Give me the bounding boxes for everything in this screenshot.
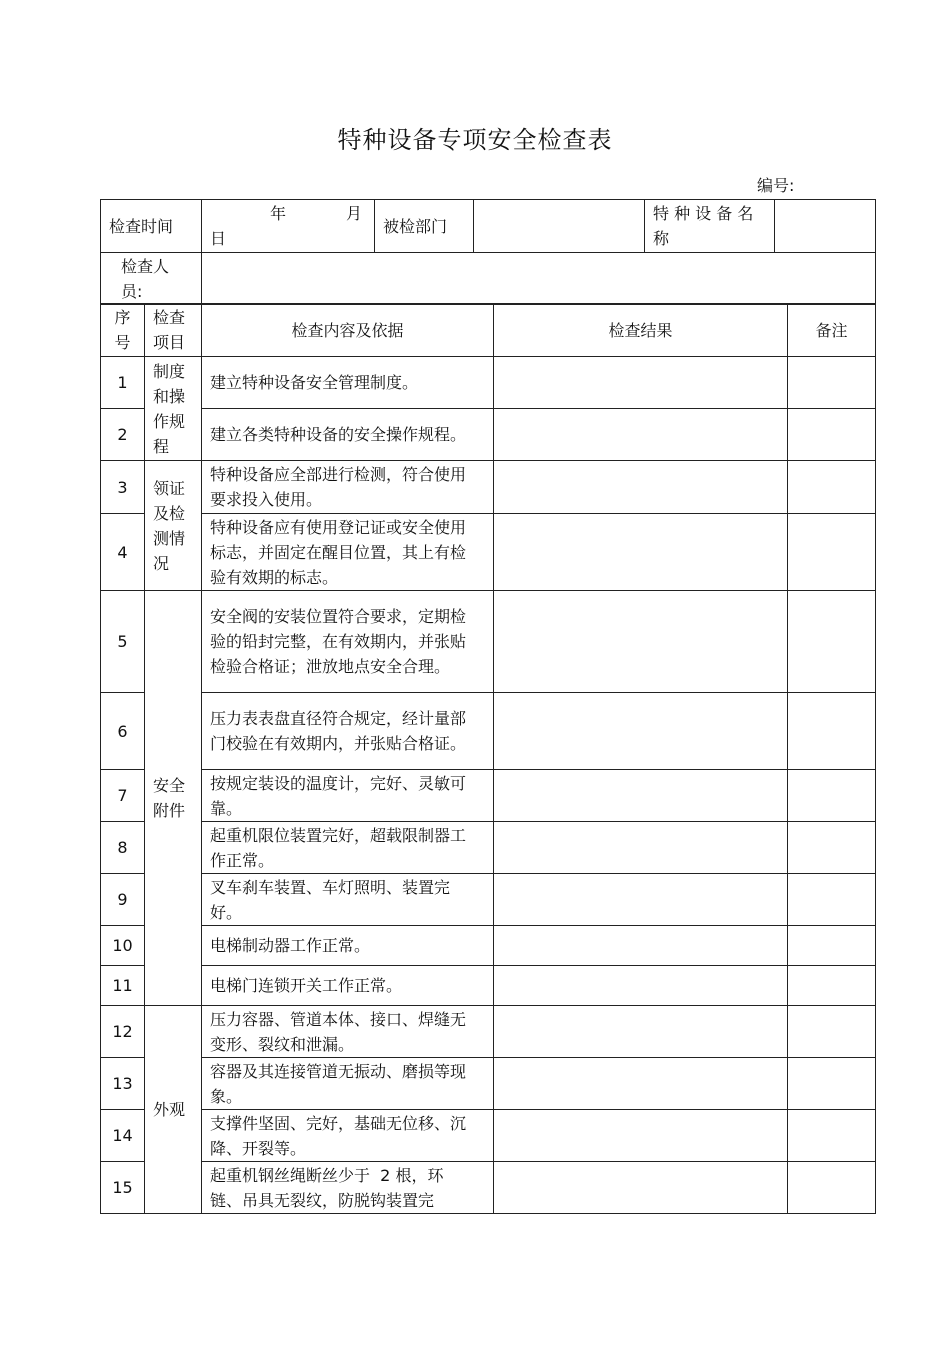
table-row xyxy=(101,926,876,966)
table-row xyxy=(101,514,876,591)
row-remark[interactable] xyxy=(788,966,876,1006)
row-content: 建立特种设备安全管理制度。 xyxy=(202,357,494,409)
row-number: 13 xyxy=(101,1058,145,1110)
table-row xyxy=(101,357,876,409)
row-remark[interactable] xyxy=(788,926,876,966)
row-number: 15 xyxy=(101,1162,145,1214)
row-number: 10 xyxy=(101,926,145,966)
row-number: 8 xyxy=(101,822,145,874)
col-header-content: 检查内容及依据 xyxy=(202,304,494,357)
row-content: 叉车刹车装置、车灯照明、装置完好。 xyxy=(202,874,494,926)
row-remark[interactable] xyxy=(788,514,876,591)
dept-label: 被检部门 xyxy=(375,200,474,253)
row-number: 4 xyxy=(101,514,145,591)
row-remark[interactable] xyxy=(788,874,876,926)
table-row xyxy=(101,822,876,874)
row-number: 2 xyxy=(101,409,145,461)
col-header-item: 检查项目 xyxy=(145,304,202,357)
table-row xyxy=(101,409,876,461)
row-number: 1 xyxy=(101,357,145,409)
day-label: 日 xyxy=(210,229,227,248)
row-content: 容器及其连接管道无振动、磨损等现象。 xyxy=(202,1058,494,1110)
row-content: 电梯门连锁开关工作正常。 xyxy=(202,966,494,1006)
row-content: 支撑件坚固、完好，基础无位移、沉降、开裂等。 xyxy=(202,1110,494,1162)
row-remark[interactable] xyxy=(788,357,876,409)
row-result[interactable] xyxy=(494,926,788,966)
row-remark[interactable] xyxy=(788,822,876,874)
row-remark[interactable] xyxy=(788,1110,876,1162)
page-title: 特种设备专项安全检查表 xyxy=(337,126,613,154)
row-number: 5 xyxy=(101,591,145,693)
row-result[interactable] xyxy=(494,591,788,693)
dept-field[interactable] xyxy=(474,200,645,253)
row-result[interactable] xyxy=(494,409,788,461)
checklist-table xyxy=(100,303,876,1214)
row-number: 7 xyxy=(101,770,145,822)
table-row xyxy=(101,966,876,1006)
category-cell: 制度和操作规程 xyxy=(145,357,202,461)
inspectors-label: 检查人员: xyxy=(101,253,202,305)
row-remark[interactable] xyxy=(788,461,876,514)
year-label: 年 xyxy=(270,204,287,223)
row-result[interactable] xyxy=(494,1058,788,1110)
row-result[interactable] xyxy=(494,693,788,770)
table-row xyxy=(101,770,876,822)
row-remark[interactable] xyxy=(788,409,876,461)
row-result[interactable] xyxy=(494,1110,788,1162)
row-content: 压力表表盘直径符合规定，经计量部门校验在有效期内，并张贴合格证。 xyxy=(202,693,494,770)
row-content: 安全阀的安装位置符合要求，定期检验的铅封完整，在有效期内，并张贴检验合格证；泄放地点安全合理。 xyxy=(202,591,494,693)
row-result[interactable] xyxy=(494,770,788,822)
row-remark[interactable] xyxy=(788,770,876,822)
table-row xyxy=(101,874,876,926)
row-result[interactable] xyxy=(494,357,788,409)
doc-number-label: 编号: xyxy=(757,176,795,195)
table-row xyxy=(101,1110,876,1162)
month-label: 月 xyxy=(346,204,363,223)
table-row xyxy=(101,693,876,770)
row-remark[interactable] xyxy=(788,1006,876,1058)
row-result[interactable] xyxy=(494,514,788,591)
row-number: 9 xyxy=(101,874,145,926)
row-content: 特种设备应有使用登记证或安全使用标志，并固定在醒目位置，其上有检验有效期的标志。 xyxy=(202,514,494,591)
col-header-seq: 序号 xyxy=(101,304,145,357)
row-content: 建立各类特种设备的安全操作规程。 xyxy=(202,409,494,461)
table-row xyxy=(101,1058,876,1110)
table-row xyxy=(101,461,876,514)
row-content: 电梯制动器工作正常。 xyxy=(202,926,494,966)
row-remark[interactable] xyxy=(788,1058,876,1110)
equipment-name-field[interactable] xyxy=(775,200,876,253)
row-remark[interactable] xyxy=(788,693,876,770)
category-cell: 安全附件 xyxy=(145,591,202,1006)
row-result[interactable] xyxy=(494,1162,788,1214)
row-result[interactable] xyxy=(494,966,788,1006)
category-cell: 外观 xyxy=(145,1006,202,1214)
row-content: 起重机钢丝绳断丝少于 2 根，环链、吊具无裂纹，防脱钩装置完 xyxy=(202,1162,494,1214)
row-content: 压力容器、管道本体、接口、焊缝无变形、裂纹和泄漏。 xyxy=(202,1006,494,1058)
row-result[interactable] xyxy=(494,874,788,926)
row-result[interactable] xyxy=(494,822,788,874)
row-result[interactable] xyxy=(494,461,788,514)
row-number: 12 xyxy=(101,1006,145,1058)
row-content: 起重机限位装置完好，超载限制器工作正常。 xyxy=(202,822,494,874)
row-number: 11 xyxy=(101,966,145,1006)
check-time-field[interactable] xyxy=(202,200,375,253)
inspectors-field[interactable] xyxy=(202,253,876,305)
table-row xyxy=(101,1162,876,1214)
check-time-label: 检查时间 xyxy=(101,200,202,253)
col-header-remark: 备注 xyxy=(788,304,876,357)
col-header-result: 检查结果 xyxy=(494,304,788,357)
row-content: 特种设备应全部进行检测，符合使用要求投入使用。 xyxy=(202,461,494,514)
table-row xyxy=(101,1006,876,1058)
row-result[interactable] xyxy=(494,1006,788,1058)
header-info-table xyxy=(100,199,876,305)
row-number: 3 xyxy=(101,461,145,514)
row-remark[interactable] xyxy=(788,1162,876,1214)
row-number: 6 xyxy=(101,693,145,770)
row-number: 14 xyxy=(101,1110,145,1162)
row-content: 按规定装设的温度计，完好、灵敏可靠。 xyxy=(202,770,494,822)
row-remark[interactable] xyxy=(788,591,876,693)
equipment-name-label: 特 种 设 备 名 称 xyxy=(645,200,775,253)
table-row xyxy=(101,591,876,693)
category-cell: 领证及检测情况 xyxy=(145,461,202,591)
